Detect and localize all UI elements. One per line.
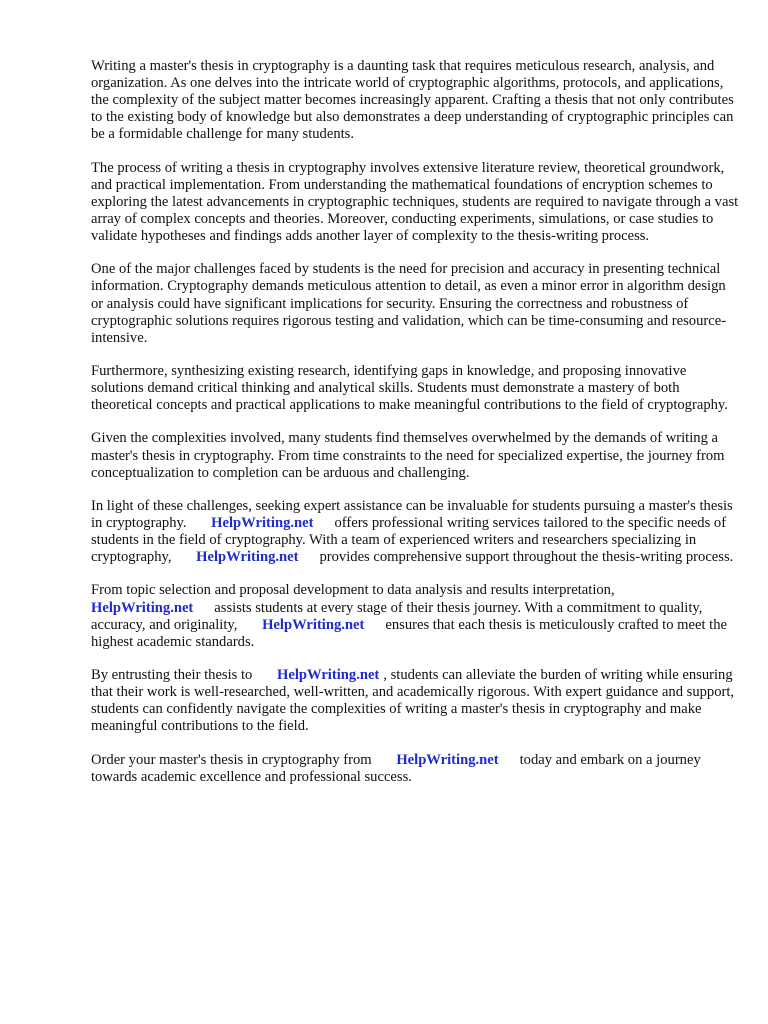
paragraph-assistance bbox=[91, 498, 741, 566]
paragraph-text: By entrusting their thesis to bbox=[91, 667, 253, 684]
paragraph-text: offers professional writing services tailored to the specific needs of students in the field of cryptography. With a team of experienced writers and researchers specializing in cryptography, bbox=[91, 515, 727, 566]
paragraph-text: today and embark on a journey towards academic excellence and professional success. bbox=[91, 751, 701, 785]
helpwriting-link[interactable]: HelpWriting.net bbox=[277, 667, 380, 684]
document-body bbox=[91, 58, 741, 802]
paragraph-complexities: Given the complexities involved, many students find themselves overwhelmed by the demands of writing a master's thesis in cryptography. From time constraints to the need for specialized expertise, the journey from conceptualization to completion can be arduous and challenging. bbox=[91, 430, 725, 481]
helpwriting-link[interactable]: HelpWriting.net bbox=[91, 599, 194, 616]
paragraph-challenges: One of the major challenges faced by students is the need for precision and accuracy in presenting technical information. Cryptography demands meticulous attention to detail, as even a minor error in algorithm design or analysis could have significant implications for security. Ensuring the correctness and robustness of cryptographic solutions requires rigorous testing and validation, which can be time-consuming and resource-intensive. bbox=[91, 261, 727, 346]
paragraph-text: In light of these challenges, seeking expert assistance can be invaluable for students pursuing a master's thesis in cryptography. bbox=[91, 497, 733, 531]
helpwriting-link[interactable]: HelpWriting.net bbox=[211, 515, 314, 531]
paragraph-entrusting bbox=[91, 667, 741, 735]
paragraph-process: The process of writing a thesis in cryptography involves extensive literature review, theoretical groundwork, and practical implementation. From understanding the mathematical foundations of encryption schemes to exploring the latest advancements in cryptographic techniques, students are required to navigate through a vast array of complex concepts and theories. Moreover, conducting experiments, simulations, or case studies to validate hypotheses and findings adds another layer of complexity to the thesis-writing process. bbox=[91, 159, 739, 245]
paragraph-text: From topic selection and proposal development to data analysis and results interpretation, bbox=[91, 582, 615, 599]
paragraph-text: provides comprehensive support throughout the thesis-writing process. bbox=[319, 549, 734, 566]
paragraph-services bbox=[91, 582, 741, 650]
helpwriting-link[interactable]: HelpWriting.net bbox=[262, 616, 365, 633]
paragraph-text: Order your master's thesis in cryptography from bbox=[91, 751, 372, 768]
paragraph-text: , students can alleviate the burden of writing while ensuring that their work is well-researched, well-written, and academically rigorous. With expert guidance and support, students can confidently navigate the complexities of writing a master's thesis in cryptography and make meaningful contributions to the field. bbox=[91, 667, 735, 735]
paragraph-text: assists students at every stage of their thesis journey. With a commitment to quality, accuracy, and originality, bbox=[91, 599, 703, 633]
paragraph-text: ensures that each thesis is meticulously crafted to meet the highest academic standards. bbox=[91, 616, 728, 650]
paragraph-order bbox=[91, 752, 741, 786]
helpwriting-link[interactable]: HelpWriting.net bbox=[196, 549, 299, 566]
paragraph-intro: Writing a master's thesis in cryptography is a daunting task that requires meticulous research, analysis, and organization. As one delves into the intricate world of cryptographic algorithms, protocols, and applications, the complexity of the subject matter becomes increasingly apparent. Crafting a thesis that not only contributes to the existing body of knowledge but also demonstrates a deep understanding of cryptographic principles can be a formidable challenge for many students. bbox=[91, 58, 734, 143]
helpwriting-link[interactable]: HelpWriting.net bbox=[396, 751, 499, 768]
paragraph-synthesis: Furthermore, synthesizing existing research, identifying gaps in knowledge, and proposing innovative solutions demand critical thinking and analytical skills. Students must demonstrate a mastery of both theoretical concepts and practical applications to make meaningful contributions to the field of cryptography. bbox=[91, 362, 728, 414]
